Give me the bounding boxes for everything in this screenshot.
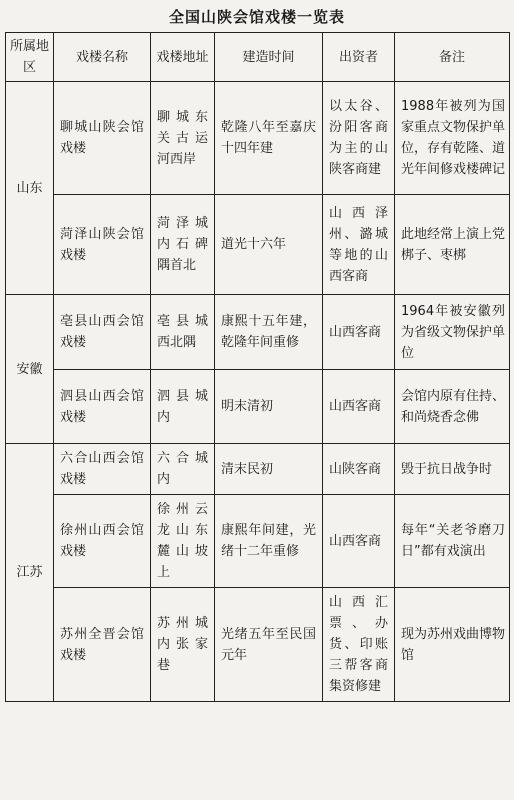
funder: 山西客商 xyxy=(323,495,395,588)
stage-name: 菏泽山陕会馆戏楼 xyxy=(54,195,151,295)
stage-name: 泗县山西会馆戏楼 xyxy=(54,370,151,444)
build-date: 乾隆八年至嘉庆十四年建 xyxy=(215,82,323,195)
note: 1964年被安徽列为省级文物保护单位 xyxy=(395,295,510,370)
note: 1988年被列为国家重点文物保护单位，存有乾隆、道光年间修戏楼碑记 xyxy=(395,82,510,195)
note: 会馆内原有住持、和尚烧香念佛 xyxy=(395,370,510,444)
header-date: 建造时间 xyxy=(215,33,323,82)
table-row xyxy=(6,82,510,195)
stage-address: 亳县城西北隅 xyxy=(151,295,215,370)
note: 每年“关老爷磨刀日”都有戏演出 xyxy=(395,495,510,588)
table-row xyxy=(6,295,510,370)
note: 毁于抗日战争时 xyxy=(395,444,510,495)
stage-address: 苏州城内张家巷 xyxy=(151,588,215,702)
funder: 山西客商 xyxy=(323,295,395,370)
table-row xyxy=(6,195,510,295)
stage-name: 聊城山陕会馆戏楼 xyxy=(54,82,151,195)
stage-address: 徐州云龙山东麓山坡上 xyxy=(151,495,215,588)
funder: 以太谷、汾阳客商为主的山陕客商建 xyxy=(323,82,395,195)
header-row xyxy=(6,33,510,82)
build-date: 康熙十五年建，乾隆年间重修 xyxy=(215,295,323,370)
stage-name: 六合山西会馆戏楼 xyxy=(54,444,151,495)
funder: 山西汇票、办货、印账三帮客商集资修建 xyxy=(323,588,395,702)
region-cell: 江苏 xyxy=(6,444,54,702)
table-row xyxy=(6,370,510,444)
funder: 山陕客商 xyxy=(323,444,395,495)
header-address: 戏楼地址 xyxy=(151,33,215,82)
stage-name: 苏州全晋会馆戏楼 xyxy=(54,588,151,702)
table-row xyxy=(6,588,510,702)
header-name: 戏楼名称 xyxy=(54,33,151,82)
table-row xyxy=(6,444,510,495)
stage-address: 菏泽城内石碑隅首北 xyxy=(151,195,215,295)
stage-address: 聊城东关古运河西岸 xyxy=(151,82,215,195)
header-region: 所属地区 xyxy=(6,33,54,82)
build-date: 康熙年间建，光绪十二年重修 xyxy=(215,495,323,588)
header-note: 备注 xyxy=(395,33,510,82)
region-cell: 安徽 xyxy=(6,295,54,444)
stage-address: 六合城内 xyxy=(151,444,215,495)
note: 此地经常上演上党梆子、枣梆 xyxy=(395,195,510,295)
stage-name: 亳县山西会馆戏楼 xyxy=(54,295,151,370)
table-row xyxy=(6,495,510,588)
header-funder: 出资者 xyxy=(323,33,395,82)
build-date: 光绪五年至民国元年 xyxy=(215,588,323,702)
stage-address: 泗县城内 xyxy=(151,370,215,444)
opera-stage-table xyxy=(5,32,510,702)
funder: 山西客商 xyxy=(323,370,395,444)
build-date: 明末清初 xyxy=(215,370,323,444)
region-cell: 山东 xyxy=(6,82,54,295)
funder: 山西泽州、潞城等地的山西客商 xyxy=(323,195,395,295)
build-date: 清末民初 xyxy=(215,444,323,495)
build-date: 道光十六年 xyxy=(215,195,323,295)
note: 现为苏州戏曲博物馆 xyxy=(395,588,510,702)
stage-name: 徐州山西会馆戏楼 xyxy=(54,495,151,588)
table-title: 全国山陕会馆戏楼一览表 xyxy=(168,8,345,26)
